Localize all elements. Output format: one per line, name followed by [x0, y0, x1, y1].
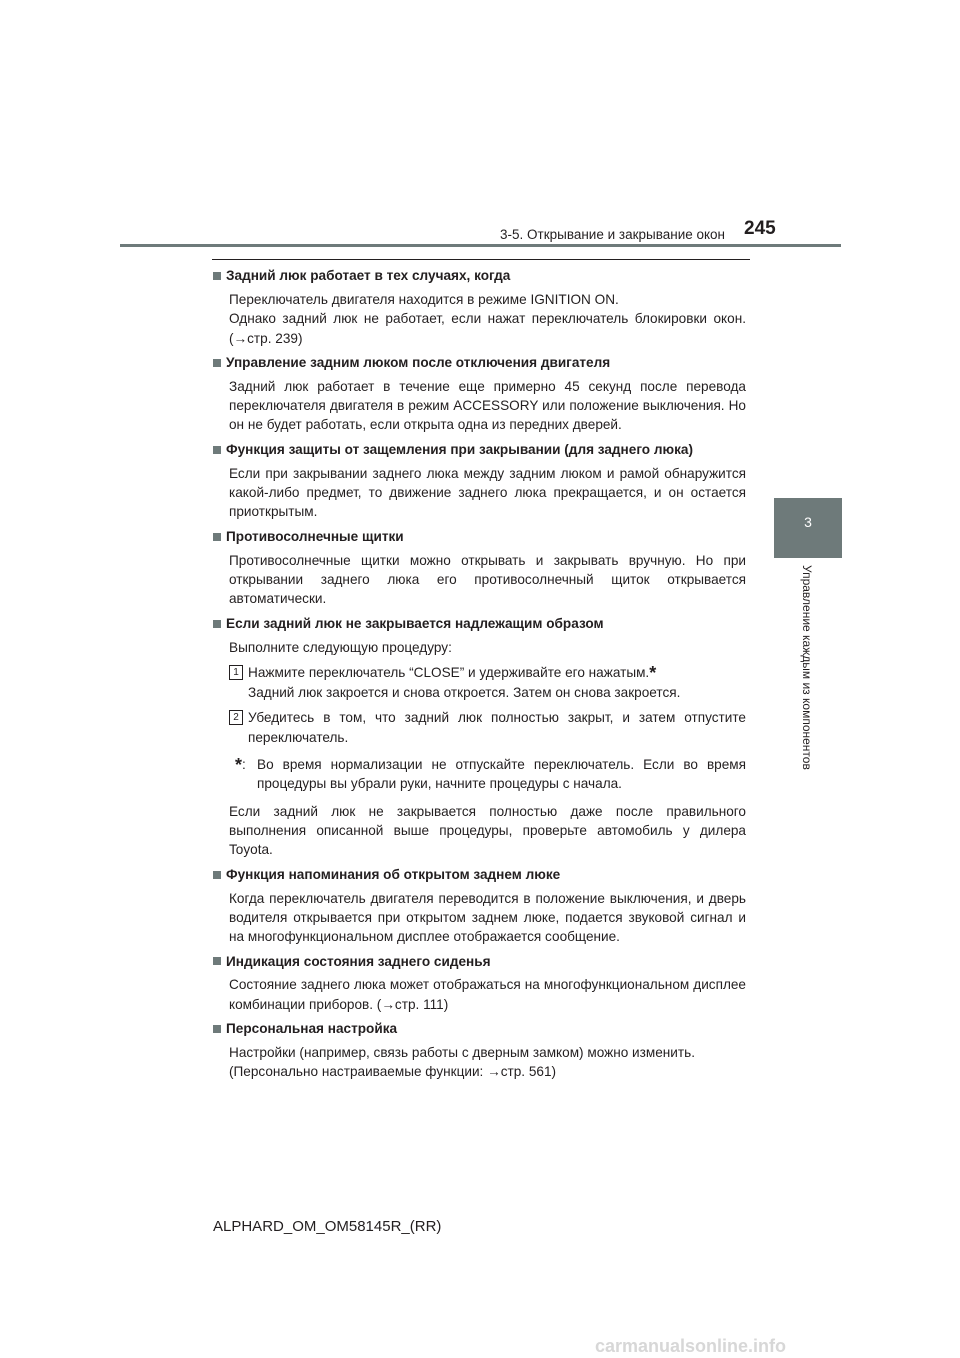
section-body	[212, 1043, 746, 1082]
section-heading	[212, 353, 746, 373]
section-heading-text: Задний люк работает в тех случаях, когда	[226, 268, 511, 284]
square-bullet-icon	[213, 446, 221, 454]
section-body	[212, 464, 746, 522]
paragraph: (Персонально настраиваемые функции: →стр. 561)	[229, 1064, 557, 1080]
section-heading	[212, 614, 746, 634]
paragraph: Задний люк работает в течение еще примерно 45 секунд после перевода переключателя двигателя в режим ACCESSORY или положение выключения. Но он не будет работать, если открыта одна из передних дверей.	[229, 378, 746, 433]
paragraph: Однако задний люк не работает, если нажат переключатель блокировки окон. (→стр. 239)	[229, 311, 746, 346]
footnote-star: *	[235, 755, 243, 776]
footnote-text: Во время нормализации не отпускайте переключатель. Если во время процедуры вы убрали руки, начните процедуры с начала.	[257, 757, 746, 792]
procedure-step	[229, 663, 746, 703]
square-bullet-icon	[213, 272, 221, 280]
square-bullet-icon	[213, 620, 221, 628]
document-code: ALPHARD_OM_OM58145R_(RR)	[213, 1218, 442, 1235]
section-after-engine-off	[212, 353, 746, 435]
section-not-closing	[212, 614, 746, 860]
section-heading	[212, 1019, 746, 1039]
footnote	[229, 755, 746, 794]
step-result: Задний люк закроется и снова откроется. Затем он снова закроется.	[248, 685, 681, 701]
step-text	[248, 663, 746, 703]
section-heading-text: Управление задним люком после отключения двигателя	[226, 355, 611, 371]
section-body	[212, 975, 746, 1014]
page-number: 245	[744, 218, 776, 239]
square-bullet-icon	[213, 957, 221, 965]
section-title: 3-5. Открывание и закрывание окон	[500, 227, 726, 242]
paragraph: Выполните следующую процедуру:	[229, 639, 452, 655]
section-heading-text: Функция напоминания об открытом заднем люке	[226, 866, 561, 882]
section-heading-text: Противосолнечные щитки	[226, 529, 404, 545]
section-reminder	[212, 865, 746, 947]
footnote-colon: :	[242, 757, 246, 773]
section-body	[212, 889, 746, 947]
page-content	[212, 266, 746, 1087]
section-heading	[212, 440, 746, 460]
section-heading-text: Индикация состояния заднего сиденья	[226, 953, 491, 969]
footnote-label	[229, 755, 257, 794]
step-number-box: 1	[229, 665, 243, 680]
section-heading	[212, 266, 746, 286]
section-customization	[212, 1019, 746, 1082]
paragraph: Если задний люк не закрывается полностью даже после правильного выполнения описанной выше процедуры, проверьте автомобиль у дилера Toyota.	[229, 803, 746, 858]
page-header	[0, 0, 960, 250]
square-bullet-icon	[213, 1025, 221, 1033]
section-body	[212, 377, 746, 435]
footnote-mark: *	[649, 662, 657, 683]
chapter-title: Управление каждым из компонентов	[800, 565, 814, 770]
step-text: Убедитесь в том, что задний люк полностью закрыт, и затем отпустите переключатель.	[248, 710, 746, 745]
section-body	[212, 290, 746, 348]
content-divider	[212, 259, 750, 260]
section-body	[212, 551, 746, 609]
paragraph: Когда переключатель двигателя переводится в положение выключения, и дверь водителя открывается при открытом заднем люке, подается звуковой сигнал и на многофункциональном дисплее отображается сообщение.	[229, 890, 746, 945]
paragraph: Противосолнечные щитки можно открывать и закрывать вручную. Но при открывании заднего люка его противосолнечный щиток открывается автоматически.	[229, 552, 746, 607]
header-divider	[120, 244, 841, 247]
section-sunshades	[212, 527, 746, 609]
section-jam-protection	[212, 440, 746, 522]
section-seat-indication	[212, 951, 746, 1014]
section-body	[212, 638, 746, 860]
watermark: carmanualsonline.info	[595, 1336, 787, 1356]
section-heading-text: Если задний люк не закрывается надлежащим образом	[226, 615, 604, 631]
square-bullet-icon	[213, 359, 221, 367]
section-heading-text: Персональная настройка	[226, 1021, 398, 1037]
chapter-title-vertical	[800, 565, 816, 795]
chapter-number: 3	[804, 514, 812, 530]
section-heading	[212, 865, 746, 885]
chapter-tab[interactable]	[774, 498, 842, 558]
paragraph: Состояние заднего люка может отображаться на многофункциональном дисплее комбинации приборов. (→стр. 111)	[229, 977, 746, 1012]
section-heading	[212, 527, 746, 547]
step-number-box: 2	[229, 710, 243, 725]
section-heading-text: Функция защиты от защемления при закрывании (для заднего люка)	[226, 442, 694, 458]
paragraph: Настройки (например, связь работы с дверным замком) можно изменить.	[229, 1045, 695, 1061]
square-bullet-icon	[213, 871, 221, 879]
procedure-step	[229, 708, 746, 747]
section-rear-door-operation	[212, 266, 746, 348]
step-instruction: Нажмите переключатель “CLOSE” и удерживайте его нажатым.	[248, 664, 650, 680]
paragraph: Переключатель двигателя находится в режиме IGNITION ON.	[229, 292, 619, 307]
section-heading	[212, 951, 746, 971]
paragraph: Если при закрывании заднего люка между задним люком и рамой обнаружится какой-либо предмет, то движение заднего люка прекращается, и он остается приоткрытым.	[229, 465, 746, 520]
square-bullet-icon	[213, 533, 221, 541]
